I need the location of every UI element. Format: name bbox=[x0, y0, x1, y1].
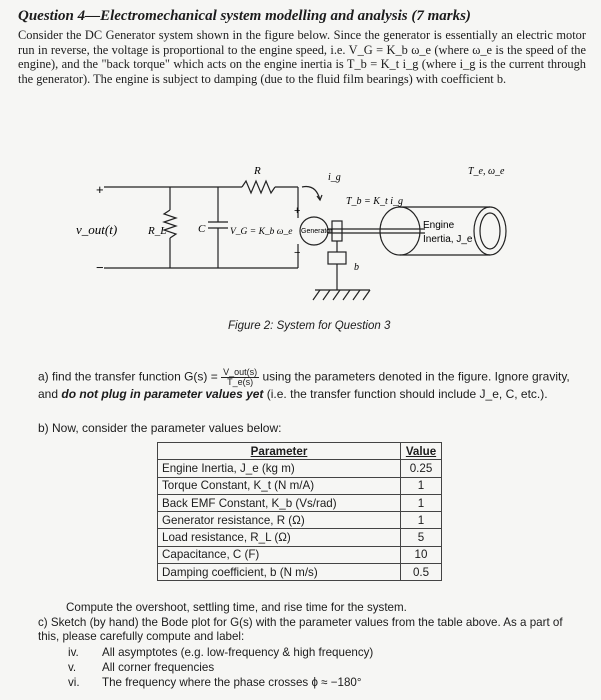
param-value: 0.5 bbox=[401, 564, 442, 581]
gen-plus-sign: + bbox=[294, 205, 301, 217]
vg-label: V_G = K_b ω_e bbox=[230, 227, 293, 237]
subitem bbox=[68, 676, 362, 689]
subitem-number: vi. bbox=[68, 676, 80, 689]
param-name: Damping coefficient, b (N m/s) bbox=[158, 564, 401, 581]
b-label: b bbox=[354, 262, 359, 273]
param-name: Back EMF Constant, K_b (Vs/rad) bbox=[158, 494, 401, 511]
part-a-text-end: (i.e. the transfer function should include J_e, C, etc.). bbox=[266, 387, 548, 401]
param-name: Torque Constant, K_t (N m/A) bbox=[158, 477, 401, 494]
gen-minus-sign: − bbox=[294, 247, 301, 259]
param-name: Engine Inertia, J_e (kg m) bbox=[158, 460, 401, 477]
part-c bbox=[38, 616, 583, 643]
table-row bbox=[158, 546, 442, 563]
table-row bbox=[158, 494, 442, 511]
te-we-label: T_e, ω_e bbox=[468, 166, 505, 177]
param-value: 1 bbox=[401, 512, 442, 529]
part-a-text-post: using the parameters denoted in the figure. Ignore gravity, and bbox=[38, 369, 570, 401]
plus-sign: + bbox=[96, 182, 104, 197]
param-value: 1 bbox=[401, 494, 442, 511]
subitem bbox=[68, 646, 373, 659]
part-a-bold: do not plug in parameter values yet bbox=[61, 387, 264, 401]
part-a-text-pre: find the transfer function G(s) = bbox=[52, 369, 218, 384]
table-row bbox=[158, 564, 442, 581]
part-c-text: Sketch (by hand) the Bode plot for G(s) with the parameter values from the table above. As a part of this, please carefully compute and label: bbox=[38, 616, 563, 643]
param-value: 5 bbox=[401, 529, 442, 546]
engine-label-1: Engine bbox=[423, 220, 455, 231]
table-header-parameter: Parameter bbox=[158, 443, 401, 460]
param-name: Capacitance, C (F) bbox=[158, 546, 401, 563]
table-row bbox=[158, 529, 442, 546]
part-c-label: c) bbox=[38, 616, 48, 629]
tb-label: T_b = K_t i_g bbox=[346, 196, 404, 207]
subitem bbox=[68, 661, 214, 674]
engine-label-2: Inertia, J_e bbox=[423, 234, 473, 245]
figure-caption: Figure 2: System for Question 3 bbox=[228, 320, 391, 332]
param-value: 1 bbox=[401, 477, 442, 494]
circuit-figure bbox=[70, 160, 530, 320]
part-b-label: b) bbox=[38, 421, 49, 435]
ig-label: i_g bbox=[328, 172, 341, 183]
question-intro: Consider the DC Generator system shown in the figure below. Since the generator is essentially an electric motor run in reverse, the voltage is proportional to the engine speed, i.e. V_G = K_b ω_e (where ω_e is the speed of the engine), and the "back torque" which acts on the engine inertia is T_b = K_t i_g (where i_g is the current through the generator). The engine is subject to damping (due to the fluid film bearings) with coefficient b. bbox=[18, 28, 586, 86]
rl-label: R_L bbox=[148, 225, 167, 237]
param-value: 0.25 bbox=[401, 460, 442, 477]
transfer-fraction bbox=[221, 368, 259, 387]
question-title: Question 4—Electromechanical system modelling and analysis (7 marks) bbox=[18, 8, 471, 24]
fraction-numerator: V_out(s) bbox=[223, 367, 258, 377]
table-row bbox=[158, 512, 442, 529]
subitem-number: v. bbox=[68, 661, 77, 674]
param-value: 10 bbox=[401, 546, 442, 563]
part-b-text: Now, consider the parameter values below: bbox=[52, 421, 282, 435]
param-name: Generator resistance, R (Ω) bbox=[158, 512, 401, 529]
part-a bbox=[38, 368, 578, 401]
minus-sign: − bbox=[96, 260, 104, 275]
c-label: C bbox=[198, 223, 206, 235]
subitem-text: All asymptotes (e.g. low-frequency & high frequency) bbox=[102, 646, 374, 659]
vout-label: v_out(t) bbox=[76, 222, 118, 237]
table-header-value: Value bbox=[401, 443, 442, 460]
subitem-number: iv. bbox=[68, 646, 79, 659]
param-name: Load resistance, R_L (Ω) bbox=[158, 529, 401, 546]
part-a-label: a) bbox=[38, 369, 49, 384]
table-row bbox=[158, 460, 442, 477]
generator-label: Generator bbox=[301, 228, 333, 235]
subitem-text: All corner frequencies bbox=[102, 661, 215, 674]
parameter-table bbox=[157, 442, 442, 581]
r-label: R bbox=[254, 165, 261, 177]
table-header-row bbox=[158, 443, 442, 460]
compute-instruction: Compute the overshoot, settling time, and rise time for the system. bbox=[66, 601, 407, 614]
subitem-text: The frequency where the phase crosses ϕ ≈ −180° bbox=[102, 676, 362, 689]
fraction-denominator: T_e(s) bbox=[227, 377, 254, 387]
part-b bbox=[38, 421, 281, 435]
table-row bbox=[158, 477, 442, 494]
